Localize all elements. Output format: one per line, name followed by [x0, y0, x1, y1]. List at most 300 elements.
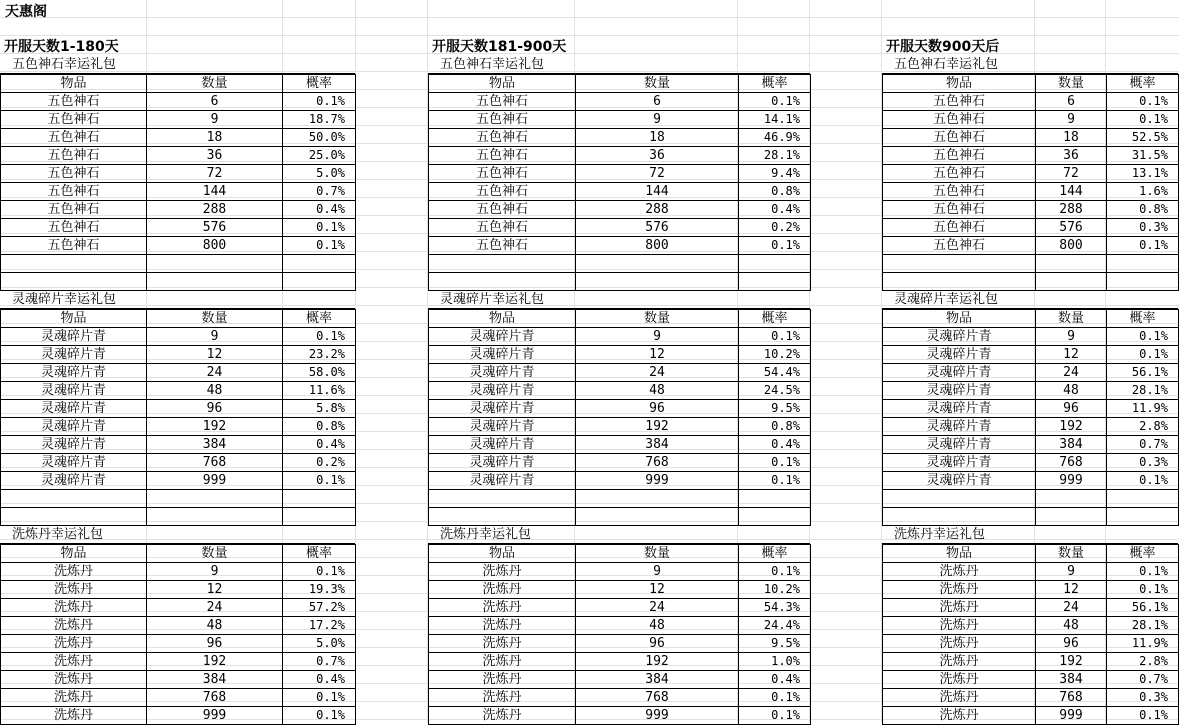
item-name: 洗炼丹	[1, 671, 147, 689]
table-row	[883, 111, 1179, 129]
item-probability: 0.1%	[283, 563, 356, 581]
item-quantity: 9	[576, 111, 739, 129]
item-name: 五色神石	[429, 237, 576, 255]
table-row	[429, 563, 811, 581]
item-name: 洗炼丹	[429, 617, 576, 635]
blank-row	[883, 490, 1179, 508]
header-qty: 数量	[1036, 545, 1107, 563]
item-name: 洗炼丹	[1, 653, 147, 671]
item-quantity: 192	[576, 653, 739, 671]
item-probability: 50.0%	[283, 129, 356, 147]
table-header-row	[429, 545, 811, 563]
blank-cell	[1, 508, 147, 526]
item-probability: 28.1%	[1107, 382, 1179, 400]
blank-cell	[883, 490, 1036, 508]
item-name: 五色神石	[429, 93, 576, 111]
blank-cell	[739, 273, 811, 291]
item-probability: 11.9%	[1107, 400, 1179, 418]
gift-title-text: 五色神石幸运礼包	[894, 57, 999, 72]
table-row	[429, 671, 811, 689]
item-probability: 10.2%	[739, 581, 811, 599]
item-probability: 24.4%	[739, 617, 811, 635]
item-quantity: 6	[576, 93, 739, 111]
item-name: 洗炼丹	[429, 707, 576, 725]
table-row	[883, 183, 1179, 201]
table-row	[883, 147, 1179, 165]
header-item: 物品	[429, 545, 576, 563]
item-name: 灵魂碎片青	[1, 472, 147, 490]
header-qty: 数量	[147, 75, 283, 93]
header-item: 物品	[429, 310, 576, 328]
table-row	[1, 707, 356, 725]
gift-title	[882, 291, 1178, 309]
item-quantity: 18	[147, 129, 283, 147]
item-probability: 18.7%	[283, 111, 356, 129]
item-quantity: 384	[147, 436, 283, 454]
item-name: 灵魂碎片青	[883, 418, 1036, 436]
table-row	[429, 581, 811, 599]
item-probability: 10.2%	[739, 346, 811, 364]
item-quantity: 384	[1036, 436, 1107, 454]
table-row	[1, 382, 356, 400]
item-name: 洗炼丹	[1, 563, 147, 581]
table-row	[883, 165, 1179, 183]
header-qty: 数量	[1036, 310, 1107, 328]
blank-cell	[1036, 273, 1107, 291]
item-name: 五色神石	[1, 147, 147, 165]
table-row	[429, 237, 811, 255]
item-probability: 0.1%	[1107, 346, 1179, 364]
table-row	[883, 581, 1179, 599]
item-quantity: 384	[147, 671, 283, 689]
header-qty: 数量	[576, 310, 739, 328]
item-probability: 0.1%	[1107, 707, 1179, 725]
item-name: 五色神石	[883, 237, 1036, 255]
column-header: 开服天数181-900天	[432, 39, 567, 55]
item-probability: 52.5%	[1107, 129, 1179, 147]
column-header: 开服天数1-180天	[4, 39, 119, 55]
item-quantity: 9	[1036, 111, 1107, 129]
item-probability: 0.1%	[739, 328, 811, 346]
item-name: 灵魂碎片青	[429, 346, 576, 364]
drop-table	[428, 544, 811, 725]
table-row	[1, 472, 356, 490]
item-probability: 28.1%	[739, 147, 811, 165]
item-probability: 0.2%	[283, 454, 356, 472]
item-probability: 17.2%	[283, 617, 356, 635]
item-quantity: 9	[576, 563, 739, 581]
item-quantity: 768	[576, 454, 739, 472]
table-row	[883, 382, 1179, 400]
item-probability: 19.3%	[283, 581, 356, 599]
blank-cell	[1036, 490, 1107, 508]
item-name: 灵魂碎片青	[429, 364, 576, 382]
item-quantity: 9	[1036, 563, 1107, 581]
gift-title-text: 洗炼丹幸运礼包	[440, 527, 532, 542]
item-name: 洗炼丹	[1, 581, 147, 599]
item-name: 五色神石	[883, 93, 1036, 111]
table-row	[883, 436, 1179, 454]
item-quantity: 768	[147, 454, 283, 472]
item-quantity: 12	[147, 581, 283, 599]
item-quantity: 576	[147, 219, 283, 237]
table-row	[429, 653, 811, 671]
table-row	[1, 653, 356, 671]
item-name: 灵魂碎片青	[883, 436, 1036, 454]
table-header-row	[883, 310, 1179, 328]
item-probability: 11.9%	[1107, 635, 1179, 653]
item-probability: 9.5%	[739, 400, 811, 418]
item-probability: 0.1%	[283, 219, 356, 237]
item-name: 洗炼丹	[883, 581, 1036, 599]
table-row	[883, 219, 1179, 237]
item-name: 灵魂碎片青	[429, 400, 576, 418]
table-row	[429, 599, 811, 617]
item-probability: 23.2%	[283, 346, 356, 364]
item-name: 五色神石	[429, 219, 576, 237]
blank-cell	[883, 273, 1036, 291]
item-name: 灵魂碎片青	[1, 418, 147, 436]
item-probability: 0.1%	[739, 237, 811, 255]
table-row	[429, 219, 811, 237]
item-quantity: 96	[576, 400, 739, 418]
header-prob: 概率	[283, 75, 356, 93]
item-name: 洗炼丹	[883, 671, 1036, 689]
item-probability: 9.5%	[739, 635, 811, 653]
item-probability: 5.0%	[283, 165, 356, 183]
item-name: 灵魂碎片青	[429, 436, 576, 454]
table-row	[883, 635, 1179, 653]
item-name: 灵魂碎片青	[429, 472, 576, 490]
drop-table	[428, 309, 811, 526]
blank-cell	[1036, 508, 1107, 526]
item-probability: 2.8%	[1107, 418, 1179, 436]
item-quantity: 48	[147, 382, 283, 400]
table-header-row	[429, 75, 811, 93]
item-probability: 0.3%	[1107, 219, 1179, 237]
item-name: 洗炼丹	[429, 689, 576, 707]
item-probability: 0.4%	[739, 671, 811, 689]
item-quantity: 9	[1036, 328, 1107, 346]
drop-table	[882, 309, 1179, 526]
item-name: 灵魂碎片青	[429, 418, 576, 436]
blank-row	[1, 508, 356, 526]
item-probability: 2.8%	[1107, 653, 1179, 671]
item-probability: 0.1%	[739, 689, 811, 707]
table-header-row	[883, 545, 1179, 563]
item-quantity: 999	[147, 472, 283, 490]
gift-title-text: 灵魂碎片幸运礼包	[894, 292, 999, 307]
table-row	[429, 165, 811, 183]
item-probability: 28.1%	[1107, 617, 1179, 635]
item-name: 五色神石	[883, 129, 1036, 147]
item-probability: 58.0%	[283, 364, 356, 382]
item-probability: 5.8%	[283, 400, 356, 418]
item-name: 五色神石	[429, 129, 576, 147]
item-probability: 0.4%	[739, 201, 811, 219]
blank-cell	[147, 490, 283, 508]
item-name: 五色神石	[883, 201, 1036, 219]
item-quantity: 12	[1036, 581, 1107, 599]
item-probability: 0.7%	[283, 653, 356, 671]
item-probability: 56.1%	[1107, 364, 1179, 382]
blank-cell	[147, 508, 283, 526]
item-probability: 1.6%	[1107, 183, 1179, 201]
item-quantity: 192	[147, 653, 283, 671]
drop-table	[0, 74, 356, 291]
item-quantity: 576	[576, 219, 739, 237]
item-probability: 57.2%	[283, 599, 356, 617]
item-quantity: 768	[1036, 689, 1107, 707]
item-quantity: 768	[147, 689, 283, 707]
item-quantity: 999	[1036, 707, 1107, 725]
column-block	[882, 38, 1179, 725]
item-quantity: 12	[576, 581, 739, 599]
blank-cell	[1, 490, 147, 508]
table-row	[1, 617, 356, 635]
blank-cell	[1107, 490, 1179, 508]
item-probability: 0.8%	[1107, 201, 1179, 219]
header-prob: 概率	[1107, 310, 1179, 328]
item-probability: 9.4%	[739, 165, 811, 183]
item-probability: 0.1%	[739, 707, 811, 725]
table-row	[883, 237, 1179, 255]
item-probability: 56.1%	[1107, 599, 1179, 617]
blank-cell	[1, 255, 147, 273]
item-quantity: 9	[147, 111, 283, 129]
table-row	[1, 237, 356, 255]
item-probability: 31.5%	[1107, 147, 1179, 165]
table-header-row	[1, 310, 356, 328]
gift-group	[882, 526, 1179, 725]
item-quantity: 36	[147, 147, 283, 165]
header-prob: 概率	[283, 545, 356, 563]
item-probability: 0.1%	[283, 328, 356, 346]
item-name: 灵魂碎片青	[429, 454, 576, 472]
item-probability: 0.3%	[1107, 689, 1179, 707]
item-quantity: 800	[147, 237, 283, 255]
item-probability: 0.1%	[1107, 237, 1179, 255]
gift-title	[0, 291, 355, 309]
item-name: 灵魂碎片青	[883, 364, 1036, 382]
blank-row	[429, 273, 811, 291]
item-quantity: 96	[147, 400, 283, 418]
item-probability: 0.1%	[1107, 563, 1179, 581]
blank-cell	[576, 255, 739, 273]
item-probability: 0.1%	[739, 454, 811, 472]
header-prob: 概率	[739, 310, 811, 328]
item-probability: 54.3%	[739, 599, 811, 617]
table-row	[429, 418, 811, 436]
item-name: 灵魂碎片青	[883, 472, 1036, 490]
gift-group	[0, 526, 356, 725]
item-quantity: 768	[1036, 454, 1107, 472]
table-row	[1, 436, 356, 454]
gift-group	[0, 56, 356, 291]
blank-cell	[883, 508, 1036, 526]
item-quantity: 999	[576, 472, 739, 490]
column-block	[0, 38, 356, 725]
item-name: 洗炼丹	[1, 707, 147, 725]
item-name: 五色神石	[1, 237, 147, 255]
table-header-row	[1, 545, 356, 563]
item-name: 五色神石	[1, 219, 147, 237]
item-name: 灵魂碎片青	[1, 346, 147, 364]
blank-cell	[739, 490, 811, 508]
item-probability: 0.1%	[739, 563, 811, 581]
item-name: 灵魂碎片青	[883, 454, 1036, 472]
item-probability: 0.4%	[739, 436, 811, 454]
table-row	[429, 364, 811, 382]
item-probability: 24.5%	[739, 382, 811, 400]
table-row	[429, 400, 811, 418]
table-row	[429, 617, 811, 635]
table-row	[1, 165, 356, 183]
item-quantity: 72	[147, 165, 283, 183]
item-quantity: 192	[1036, 418, 1107, 436]
item-probability: 0.4%	[283, 436, 356, 454]
item-quantity: 48	[576, 617, 739, 635]
header-item: 物品	[883, 545, 1036, 563]
item-name: 洗炼丹	[429, 635, 576, 653]
item-name: 五色神石	[883, 111, 1036, 129]
item-name: 五色神石	[429, 183, 576, 201]
drop-table	[882, 74, 1179, 291]
table-header-row	[429, 310, 811, 328]
item-name: 灵魂碎片青	[883, 382, 1036, 400]
blank-cell	[147, 255, 283, 273]
blank-row	[883, 508, 1179, 526]
item-probability: 0.4%	[283, 671, 356, 689]
item-probability: 0.8%	[739, 183, 811, 201]
table-row	[429, 147, 811, 165]
item-probability: 13.1%	[1107, 165, 1179, 183]
drop-table	[0, 309, 356, 526]
item-quantity: 24	[1036, 364, 1107, 382]
item-probability: 0.8%	[739, 418, 811, 436]
item-probability: 0.1%	[283, 689, 356, 707]
blank-cell	[429, 490, 576, 508]
gift-title	[428, 56, 810, 74]
blank-cell	[576, 490, 739, 508]
blank-row	[883, 255, 1179, 273]
table-row	[429, 328, 811, 346]
item-name: 洗炼丹	[883, 599, 1036, 617]
table-row	[429, 201, 811, 219]
blank-cell	[429, 255, 576, 273]
item-quantity: 144	[147, 183, 283, 201]
item-name: 洗炼丹	[1, 689, 147, 707]
item-quantity: 24	[576, 364, 739, 382]
item-quantity: 192	[1036, 653, 1107, 671]
item-name: 灵魂碎片青	[883, 400, 1036, 418]
item-quantity: 768	[576, 689, 739, 707]
item-probability: 0.4%	[283, 201, 356, 219]
blank-cell	[1, 273, 147, 291]
item-probability: 5.0%	[283, 635, 356, 653]
gift-group	[882, 291, 1179, 526]
item-quantity: 24	[576, 599, 739, 617]
item-name: 五色神石	[883, 147, 1036, 165]
item-name: 灵魂碎片青	[1, 364, 147, 382]
gift-group	[428, 291, 811, 526]
column-header: 开服天数900天后	[886, 39, 1000, 55]
item-probability: 0.1%	[283, 707, 356, 725]
blank-cell	[1107, 255, 1179, 273]
item-quantity: 48	[576, 382, 739, 400]
item-name: 五色神石	[1, 165, 147, 183]
header-item: 物品	[883, 75, 1036, 93]
table-row	[429, 183, 811, 201]
gift-group	[0, 291, 356, 526]
item-probability: 0.1%	[1107, 328, 1179, 346]
gift-title-text: 五色神石幸运礼包	[440, 57, 545, 72]
item-quantity: 800	[1036, 237, 1107, 255]
gift-title-text: 洗炼丹幸运礼包	[12, 527, 104, 542]
table-row	[883, 671, 1179, 689]
item-quantity: 96	[1036, 400, 1107, 418]
table-row	[429, 382, 811, 400]
item-name: 洗炼丹	[883, 563, 1036, 581]
item-quantity: 96	[147, 635, 283, 653]
item-probability: 25.0%	[283, 147, 356, 165]
header-prob: 概率	[1107, 545, 1179, 563]
table-row	[883, 400, 1179, 418]
table-header-row	[1, 75, 356, 93]
item-quantity: 9	[147, 328, 283, 346]
header-item: 物品	[1, 310, 147, 328]
table-row	[883, 346, 1179, 364]
table-row	[1, 219, 356, 237]
item-probability: 0.1%	[283, 93, 356, 111]
item-name: 洗炼丹	[429, 653, 576, 671]
table-row	[429, 635, 811, 653]
item-quantity: 18	[576, 129, 739, 147]
gift-title	[882, 526, 1178, 544]
item-name: 洗炼丹	[1, 599, 147, 617]
blank-cell	[1107, 508, 1179, 526]
item-name: 五色神石	[429, 165, 576, 183]
blank-cell	[429, 508, 576, 526]
table-row	[1, 635, 356, 653]
gift-group	[428, 56, 811, 291]
item-name: 灵魂碎片青	[883, 328, 1036, 346]
blank-cell	[576, 508, 739, 526]
item-name: 洗炼丹	[883, 689, 1036, 707]
item-quantity: 144	[1036, 183, 1107, 201]
item-quantity: 48	[1036, 617, 1107, 635]
item-name: 洗炼丹	[429, 563, 576, 581]
item-probability: 0.7%	[1107, 436, 1179, 454]
item-name: 洗炼丹	[883, 707, 1036, 725]
table-row	[429, 707, 811, 725]
item-quantity: 384	[1036, 671, 1107, 689]
item-quantity: 576	[1036, 219, 1107, 237]
gift-title-text: 五色神石幸运礼包	[12, 57, 117, 72]
item-name: 灵魂碎片青	[1, 328, 147, 346]
table-row	[429, 472, 811, 490]
item-quantity: 6	[1036, 93, 1107, 111]
item-name: 洗炼丹	[883, 653, 1036, 671]
item-name: 洗炼丹	[1, 635, 147, 653]
table-row	[1, 599, 356, 617]
item-probability: 0.1%	[739, 472, 811, 490]
drop-table	[0, 544, 356, 725]
gift-title	[0, 526, 355, 544]
header-item: 物品	[883, 310, 1036, 328]
item-name: 灵魂碎片青	[1, 400, 147, 418]
item-name: 五色神石	[1, 111, 147, 129]
